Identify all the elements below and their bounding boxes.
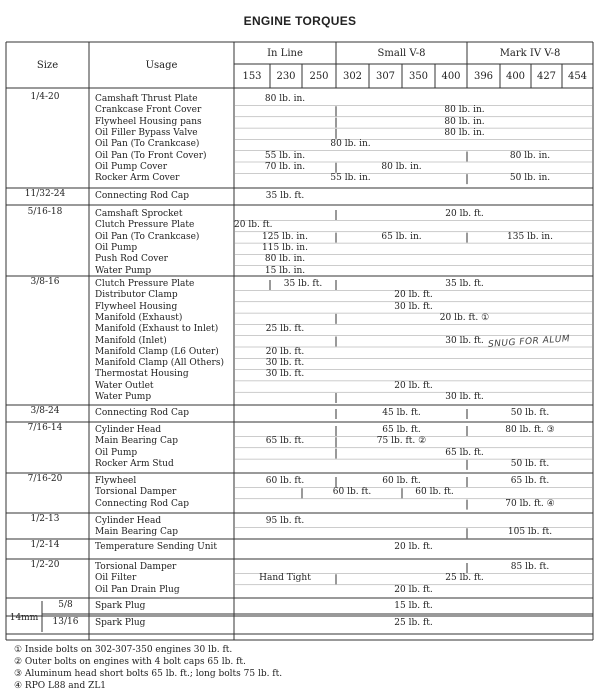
usage-label: Connecting Rod Cap [95, 498, 190, 509]
torque-value: 60 lb. ft. [332, 487, 372, 498]
torque-value: 50 lb. in. [509, 173, 551, 184]
size-label: 1/4-20 [30, 92, 60, 102]
torque-value: 60 lb. ft. [265, 476, 305, 486]
torque-value: 80 lb. ft. ③ [505, 425, 555, 435]
usage-label: Main Bearing Cap [95, 527, 179, 538]
size-label: 1/2-14 [30, 540, 60, 550]
torque-value: 55 lb. in. [264, 150, 306, 161]
usage-label: Manifold (Exhaust to Inlet) [95, 324, 219, 335]
torque-value: 20 lb. ft. [394, 290, 433, 301]
usage-label: Oil Pump [95, 447, 138, 458]
torque-value: 55 lb. in. [330, 173, 371, 184]
size-label: 11/32-24 [24, 189, 66, 199]
torque-value: 20 lb. ft. [445, 209, 484, 219]
torque-value: 115 lb. in. [262, 242, 308, 253]
torque-value: 85 lb. ft. [510, 562, 550, 572]
usage-label: Oil Pan Drain Plug [95, 584, 180, 595]
usage-label: Cylinder Head [95, 425, 162, 435]
size-label: 1/2-20 [30, 560, 60, 570]
usage-label: Spark Plug [95, 601, 146, 611]
usage-label: Spark Plug [95, 618, 146, 628]
torque-value: 80 lb. in. [509, 150, 551, 161]
torque-value: 135 lb. in. [507, 231, 553, 242]
torque-value: 15 lb. in. [264, 265, 306, 276]
usage-label: Oil Pump Cover [95, 161, 168, 172]
usage-label: Connecting Rod Cap [95, 191, 190, 201]
torque-value: 80 lb. in. [444, 116, 485, 127]
usage-label: Oil Filter [95, 573, 137, 584]
torque-value: 105 lb. ft. [507, 527, 553, 538]
header-engine-153: 153 [242, 71, 262, 82]
usage-label: Thermostat Housing [95, 369, 189, 380]
usage-label: Torsional Damper [95, 487, 177, 498]
usage-label: Camshaft Thrust Plate [95, 94, 198, 104]
footnote-2: ② Outer bolts on engines with 4 bolt caps 65 lb. ft. [14, 657, 246, 667]
usage-label: Cylinder Head [95, 516, 162, 526]
size-label: 7/16-20 [27, 474, 63, 484]
torque-value: 50 lb. ft. [510, 458, 550, 469]
footnote-3: ③ Aluminum head short bolts 65 lb. ft.; long bolts 75 lb. ft. [14, 669, 283, 679]
usage-label: Oil Pump [95, 242, 138, 253]
torque-value: 65 lb. ft. [265, 436, 305, 447]
torque-value: 20 lb. ft. [234, 220, 273, 231]
handwritten-note: SNUG FOR ALUM [487, 334, 571, 350]
torque-value: 30 lb. ft. [265, 369, 305, 380]
header-engine-400: 400 [441, 71, 461, 82]
usage-label: Rocker Arm Cover [95, 173, 180, 184]
torque-value: 25 lb. ft. [445, 573, 484, 584]
torque-value: 70 lb. ft. ④ [505, 498, 555, 509]
size-label: 3/8-16 [30, 277, 60, 287]
torque-value: 80 lb. in. [444, 105, 485, 116]
torque-value: 45 lb. ft. [382, 408, 421, 418]
torque-value: 65 lb. ft. [445, 447, 484, 458]
usage-label: Connecting Rod Cap [95, 408, 190, 418]
torque-value: 80 lb. in. [330, 139, 371, 150]
torque-value: 35 lb. ft. [265, 191, 305, 201]
usage-label: Manifold Clamp (L6 Outer) [95, 346, 219, 357]
usage-label: Water Pump [95, 265, 152, 276]
usage-label: Crankcase Front Cover [95, 105, 202, 116]
usage-label: Distributor Clamp [95, 290, 178, 301]
header-engine-250: 250 [309, 71, 329, 82]
torque-value: 25 lb. ft. [394, 618, 433, 628]
usage-label: Camshaft Sprocket [95, 209, 183, 219]
header-engine-454: 454 [567, 71, 588, 82]
usage-label: Flywheel [95, 476, 137, 486]
header-usage: Usage [145, 60, 178, 71]
torque-value: Hand Tight [259, 573, 311, 584]
header-size: Size [36, 60, 59, 71]
size-label: 1/2-13 [30, 514, 60, 524]
usage-label: Temperature Sending Unit [95, 542, 218, 552]
size-label: 3/8-24 [30, 406, 60, 416]
usage-label: Oil Filler Bypass Valve [95, 127, 198, 138]
footnote-4: ④ RPO L88 and ZL1 [14, 681, 107, 691]
torque-value: 65 lb. ft. [382, 425, 421, 435]
usage-label: Water Pump [95, 392, 152, 402]
header-group-inline: In Line [267, 48, 303, 59]
size-sublabel: 5/8 [58, 600, 73, 610]
size-sublabel: 13/16 [52, 617, 79, 627]
usage-label: Torsional Damper [95, 562, 177, 572]
torque-value: 95 lb. ft. [265, 516, 305, 526]
usage-label: Manifold (Exhaust) [95, 312, 183, 323]
usage-label: Oil Pan (To Crankcase) [95, 139, 200, 150]
torque-value: 20 lb. ft. [394, 584, 433, 595]
torque-value: 30 lb. ft. [265, 358, 305, 369]
torque-value: 20 lb. ft. [265, 346, 305, 357]
torque-value: 65 lb. in. [381, 231, 422, 242]
torque-value: 80 lb. in. [381, 161, 422, 172]
header-group-mark-iv: Mark IV V-8 [499, 48, 561, 59]
usage-label: Flywheel Housing pans [95, 116, 202, 127]
usage-label: Push Rod Cover [95, 254, 168, 265]
torque-value: 70 lb. in. [264, 161, 306, 172]
size-label: 14mm [9, 613, 39, 623]
torque-value: 75 lb. ft. ② [376, 436, 427, 447]
torque-value: 65 lb. ft. [510, 476, 550, 486]
torque-value: 30 lb. ft. [445, 335, 484, 346]
torque-value: 25 lb. ft. [265, 324, 305, 335]
header-engine-350: 350 [408, 71, 429, 82]
usage-label: Manifold (Inlet) [95, 335, 167, 346]
torque-value: 20 lb. ft. [394, 380, 433, 391]
torque-value: 35 lb. ft. [445, 279, 484, 289]
footnote-1: ① Inside bolts on 302-307-350 engines 30 lb. ft. [14, 645, 233, 655]
page-title: ENGINE TORQUES [243, 14, 357, 28]
usage-label: Flywheel Housing [95, 301, 178, 312]
usage-label: Clutch Pressure Plate [95, 279, 195, 289]
torque-value: 80 lb. in. [264, 94, 306, 104]
torque-value: 60 lb. ft. [415, 487, 454, 498]
torque-value: 30 lb. ft. [394, 301, 433, 312]
torque-value: 60 lb. ft. [382, 476, 421, 486]
header-engine-400: 400 [505, 71, 526, 82]
usage-label: Oil Pan (To Front Cover) [95, 150, 207, 161]
size-label: 5/16-18 [27, 207, 63, 217]
usage-label: Oil Pan (To Crankcase) [95, 231, 200, 242]
torque-value: 125 lb. in. [262, 231, 308, 242]
torque-value: 50 lb. ft. [510, 408, 550, 418]
torque-value: 15 lb. ft. [394, 601, 433, 611]
header-group-small-v8: Small V-8 [377, 48, 426, 59]
torque-value: 35 lb. ft. [283, 279, 323, 289]
torque-value: 20 lb. ft. [394, 542, 433, 552]
torque-value: 30 lb. ft. [445, 392, 484, 402]
header-engine-302: 302 [342, 71, 363, 82]
torque-value: 20 lb. ft. ① [439, 312, 490, 323]
usage-label: Main Bearing Cap [95, 436, 179, 447]
torque-value: 80 lb. in. [264, 254, 306, 265]
header-engine-307: 307 [375, 71, 396, 82]
usage-label: Clutch Pressure Plate [95, 220, 195, 231]
usage-label: Rocker Arm Stud [95, 458, 174, 469]
header-engine-396: 396 [473, 71, 494, 82]
usage-label: Water Outlet [95, 380, 154, 391]
torque-value: 80 lb. in. [444, 127, 485, 138]
usage-label: Manifold Clamp (All Others) [95, 358, 224, 369]
size-label: 7/16-14 [27, 423, 63, 433]
header-engine-230: 230 [276, 71, 296, 82]
header-engine-427: 427 [536, 71, 557, 82]
